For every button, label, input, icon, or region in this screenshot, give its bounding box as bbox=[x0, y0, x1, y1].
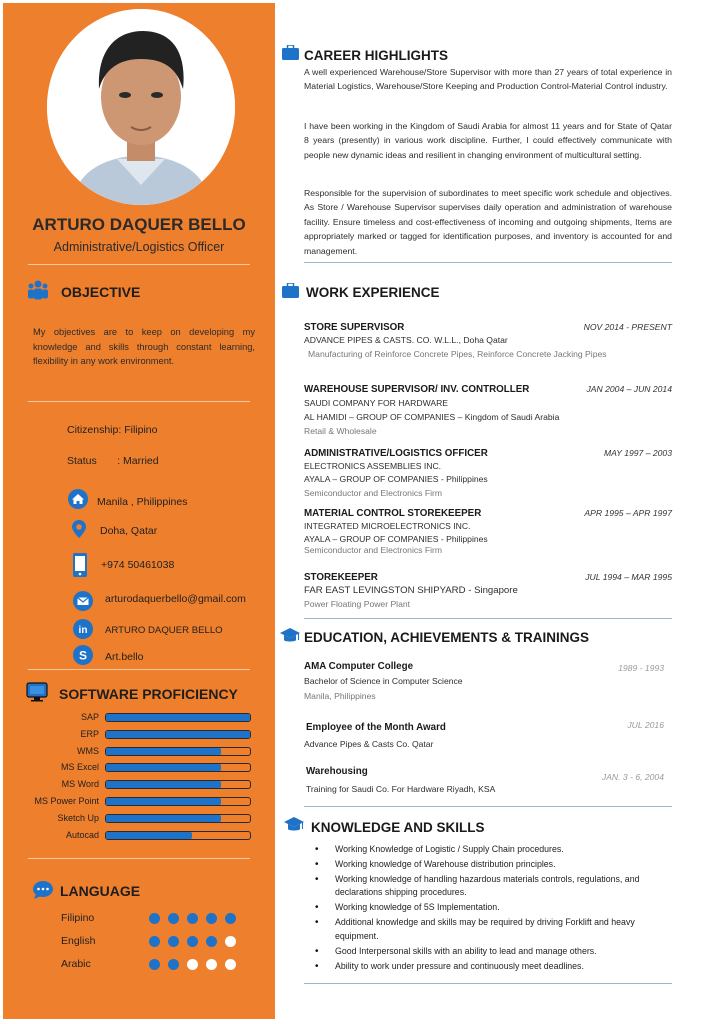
job-company: AL HAMIDI – GROUP OF COMPANIES – Kingdom of Saudi Arabia bbox=[304, 412, 560, 422]
location-pin-icon bbox=[69, 519, 89, 539]
linkedin-profile[interactable]: ARTURO DAQUER BELLO bbox=[105, 625, 223, 636]
award-title: Employee of the Month Award bbox=[306, 722, 446, 733]
knowledge-heading: KNOWLEDGE AND SKILLS bbox=[311, 820, 485, 835]
skill-bar-fill bbox=[106, 781, 221, 788]
job-description: Power Floating Power Plant bbox=[304, 599, 411, 609]
skill-label: SAP bbox=[80, 712, 99, 722]
rating-dot bbox=[206, 913, 217, 924]
divider bbox=[304, 262, 672, 263]
monitor-icon bbox=[26, 682, 48, 702]
skype-icon bbox=[73, 645, 93, 665]
divider bbox=[304, 806, 672, 807]
rating-dot bbox=[187, 959, 198, 970]
job-description: Manufacturing of Reinforce Concrete Pipes, Reinforce Concrete Jacking Pipes bbox=[308, 349, 607, 359]
education-detail: Bachelor of Science in Computer Science bbox=[304, 676, 463, 686]
skill-bar bbox=[105, 797, 251, 806]
rating-dot bbox=[206, 959, 217, 970]
job-company: AYALA – GROUP OF COMPANIES - Philippines bbox=[304, 474, 488, 484]
skill-bar-fill bbox=[106, 832, 192, 839]
rating-dot bbox=[168, 959, 179, 970]
phone-icon bbox=[73, 553, 87, 577]
job-description: Retail & Wholesale bbox=[304, 426, 377, 436]
job-date: JAN 2004 – JUN 2014 bbox=[586, 384, 672, 394]
list-item: • Working knowledge of Warehouse distribution principles. bbox=[304, 858, 679, 872]
career-paragraph: Responsible for the supervision of subordinates to meet specific work schedule and objectives. As Store / Warehouse Supervisor supervises daily operation and administration of warehouse facility. Ensure timeless and cost-effectiveness of incoming and outgoing shipments, Items are appropriately marked or tagged for identification purposes, and inventory is accounted for and management. bbox=[304, 188, 672, 256]
job-company: ADVANCE PIPES & CASTS. CO. W.L.L., Doha Qatar bbox=[304, 335, 508, 345]
language-heading: LANGUAGE bbox=[60, 883, 141, 899]
rating-dot bbox=[206, 936, 217, 947]
objective-heading: OBJECTIVE bbox=[61, 284, 141, 300]
skill-bar bbox=[105, 814, 251, 823]
rating-dot bbox=[168, 913, 179, 924]
briefcase-icon bbox=[282, 283, 299, 298]
divider bbox=[28, 401, 250, 402]
divider bbox=[28, 264, 250, 265]
list-item: • Ability to work under pressure and continuously meet deadlines. bbox=[304, 960, 679, 974]
job-title: MATERIAL CONTROL STOREKEEPER bbox=[304, 508, 482, 519]
divider bbox=[28, 669, 250, 670]
job-description: Semiconductor and Electronics Firm bbox=[304, 545, 443, 555]
rating-dot bbox=[225, 936, 236, 947]
list-item: • Good Interpersonal skills with an ability to lead and manage others. bbox=[304, 945, 679, 959]
list-item: • Working Knowledge of Logistic / Supply Chain procedures. bbox=[304, 843, 679, 857]
citizenship: Citizenship: Filipino bbox=[67, 424, 158, 436]
divider bbox=[304, 983, 672, 984]
job-title: STOREKEEPER bbox=[304, 572, 378, 583]
linkedin-icon bbox=[73, 619, 93, 639]
candidate-role: Administrative/Logistics Officer bbox=[53, 240, 225, 254]
graduation-cap-icon bbox=[280, 628, 300, 644]
skill-bar bbox=[105, 713, 251, 722]
training-detail: Training for Saudi Co. For Hardware Riyadh, KSA bbox=[306, 784, 496, 794]
skill-bar-fill bbox=[106, 815, 221, 822]
skill-bar bbox=[105, 831, 251, 840]
rating-dot bbox=[149, 959, 160, 970]
svg-text:S: S bbox=[78, 648, 88, 663]
job-date: MAY 1997 – 2003 bbox=[603, 448, 672, 458]
language-rating bbox=[149, 913, 236, 924]
training-title: Warehousing bbox=[306, 766, 368, 777]
graduation-cap-icon bbox=[284, 817, 304, 833]
list-item: • Additional knowledge and skills may be required by driving Forklift and heavy equipment. bbox=[304, 916, 679, 943]
marital-status: Status : Married bbox=[67, 455, 159, 467]
job-company: FAR EAST LEVINGSTON SHIPYARD - Singapore bbox=[304, 585, 518, 596]
career-heading: CAREER HIGHLIGHTS bbox=[304, 48, 449, 63]
job-company: AYALA – GROUP OF COMPANIES - Philippines bbox=[304, 534, 488, 544]
job-title: STORE SUPERVISOR bbox=[304, 322, 405, 333]
email-icon bbox=[73, 591, 93, 611]
svg-text:in: in bbox=[78, 625, 88, 636]
briefcase-icon bbox=[282, 45, 299, 60]
current-location: Doha, Qatar bbox=[100, 525, 158, 537]
people-icon bbox=[27, 280, 49, 300]
job-date: NOV 2014 - PRESENT bbox=[583, 322, 672, 332]
skill-label: ERP bbox=[80, 728, 99, 739]
experience-heading: WORK EXPERIENCE bbox=[306, 285, 440, 300]
rating-dot bbox=[187, 913, 198, 924]
job-company: ELECTRONICS ASSEMBLIES INC. bbox=[304, 461, 442, 471]
education-heading: EDUCATION, ACHIEVEMENTS & TRAININGS bbox=[304, 630, 590, 645]
education-date: 1989 - 1993 bbox=[618, 663, 664, 673]
skill-bar-fill bbox=[106, 798, 221, 805]
divider bbox=[28, 858, 250, 859]
job-title: WAREHOUSE SUPERVISOR/ INV. CONTROLLER bbox=[304, 384, 530, 395]
rating-dot bbox=[225, 959, 236, 970]
skype-handle[interactable]: Art.bello bbox=[105, 651, 144, 663]
education-title: AMA Computer College bbox=[304, 661, 414, 672]
education-location: Manila, Philippines bbox=[304, 691, 376, 701]
list-item: • Working knowledge of handling hazardous materials controls, regulations, and declarations shipping procedures. bbox=[304, 873, 679, 900]
language-label: Arabic bbox=[61, 958, 91, 970]
skill-label: Sketch Up bbox=[57, 812, 99, 823]
rating-dot bbox=[168, 936, 179, 947]
email-address[interactable]: arturodaquerbello@gmail.com bbox=[105, 593, 246, 605]
training-date: JAN. 3 - 6, 2004 bbox=[601, 772, 664, 782]
job-description: Semiconductor and Electronics Firm bbox=[304, 488, 443, 498]
chat-icon bbox=[32, 880, 54, 900]
objective-text: My objectives are to keep on developing my knowledge and skills through constant learning, flexibility in any work environment. bbox=[33, 327, 255, 366]
main-content bbox=[282, 0, 682, 1024]
skill-bar-fill bbox=[106, 731, 250, 738]
skill-bar-fill bbox=[106, 764, 221, 771]
language-rating bbox=[149, 959, 236, 970]
skill-bar bbox=[105, 780, 251, 789]
rating-dot bbox=[187, 936, 198, 947]
skill-bar-fill bbox=[106, 714, 250, 721]
phone-number: +974 50461038 bbox=[101, 559, 175, 571]
rating-dot bbox=[149, 936, 160, 947]
knowledge-list bbox=[304, 843, 679, 974]
home-location: Manila , Philippines bbox=[97, 496, 188, 508]
award-date: JUL 2016 bbox=[627, 720, 664, 730]
list-item: • Working knowledge of 5S Implementation. bbox=[304, 901, 679, 915]
home-icon bbox=[68, 489, 88, 509]
skill-bar-fill bbox=[106, 748, 221, 755]
job-date: JUL 1994 – MAR 1995 bbox=[585, 572, 672, 582]
profile-photo bbox=[47, 9, 235, 205]
career-paragraph: A well experienced Warehouse/Store Supervisor with more than 27 years of total experience in Material Logistics, Warehouse/Store Keeping and Production Control-Material Control industry. bbox=[304, 67, 672, 92]
skill-bar bbox=[105, 747, 251, 756]
skill-bar bbox=[105, 763, 251, 772]
rating-dot bbox=[225, 913, 236, 924]
job-date: APR 1995 – APR 1997 bbox=[584, 508, 672, 518]
language-rating bbox=[149, 936, 236, 947]
language-label: Filipino bbox=[61, 912, 95, 924]
skill-label: MS Power Point bbox=[34, 796, 99, 806]
divider bbox=[304, 618, 672, 619]
skill-bar bbox=[105, 730, 251, 739]
sidebar bbox=[3, 3, 275, 1019]
software-heading: SOFTWARE PROFICIENCY bbox=[59, 686, 238, 702]
skill-label: Autocad bbox=[65, 829, 99, 840]
skill-label: MS Excel bbox=[60, 762, 99, 773]
job-title: ADMINISTRATIVE/LOGISTICS OFFICER bbox=[304, 448, 488, 459]
language-label: English bbox=[61, 935, 96, 947]
skill-label: WMS bbox=[77, 745, 99, 756]
job-company: SAUDI COMPANY FOR HARDWARE bbox=[304, 398, 449, 408]
job-company: INTEGRATED MICROELECTRONICS INC. bbox=[304, 521, 471, 531]
award-detail: Advance Pipes & Casts Co. Qatar bbox=[304, 739, 434, 749]
career-paragraph: I have been working in the Kingdom of Saudi Arabia for almost 11 years and for State of Qatar 8 years (presently) in various work discipline. Further, I could effectively communicate with people new dynamic ideas and resilient in changing environment of multicultural setting. bbox=[304, 121, 672, 160]
skill-label: MS Word bbox=[61, 779, 99, 790]
rating-dot bbox=[149, 913, 160, 924]
candidate-name: ARTURO DAQUER BELLO bbox=[32, 215, 246, 234]
